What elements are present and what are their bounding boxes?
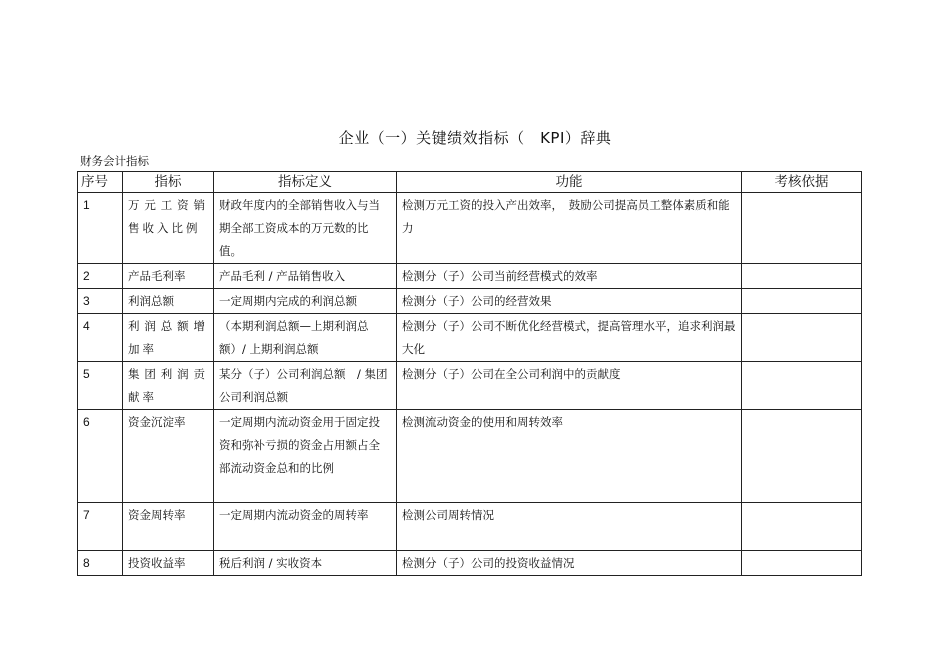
- cell-name: 利润总额增加率: [123, 314, 214, 362]
- cell-no: 1: [78, 193, 123, 264]
- table-row: [78, 193, 862, 264]
- cell-no: 8: [78, 551, 123, 576]
- cell-function: 检测分（子）公司在全公司利润中的贡献度: [397, 362, 742, 410]
- cell-name: 产品毛利率: [123, 264, 214, 289]
- kpi-table: [77, 171, 862, 576]
- cell-basis: [742, 503, 862, 551]
- cell-name: 资金周转率: [123, 503, 214, 551]
- cell-function: 检测分（子）公司的投资收益情况: [397, 551, 742, 576]
- cell-basis: [742, 362, 862, 410]
- cell-function: 检测公司周转情况: [397, 503, 742, 551]
- cell-name: 资金沉淀率: [123, 410, 214, 503]
- cell-basis: [742, 314, 862, 362]
- document-title: 企业（一）关键绩效指标（ KPI）辞典: [338, 129, 612, 147]
- section-label: 财务会计指标: [80, 154, 149, 168]
- cell-function: 检测分（子）公司的经营效果: [397, 289, 742, 314]
- cell-no: 7: [78, 503, 123, 551]
- table-row: [78, 289, 862, 314]
- cell-basis: [742, 410, 862, 503]
- cell-definition: 产品毛利 / 产品销售收入: [214, 264, 397, 289]
- header-name: 指标: [123, 172, 214, 193]
- header-definition: 指标定义: [214, 172, 397, 193]
- cell-name: 利润总额: [123, 289, 214, 314]
- header-function: 功能: [397, 172, 742, 193]
- cell-basis: [742, 193, 862, 264]
- cell-name: 万元工资销售收入比例: [123, 193, 214, 264]
- cell-function: 检测分（子）公司不断优化经营模式，提高管理水平，追求利润最大化: [397, 314, 742, 362]
- cell-definition: 某分（子）公司利润总额 / 集团公司利润总额: [214, 362, 397, 410]
- cell-function: 检测万元工资的投入产出效率， 鼓励公司提高员工整体素质和能力: [397, 193, 742, 264]
- cell-definition: 一定周期内流动资金的周转率: [214, 503, 397, 551]
- cell-name: 投资收益率: [123, 551, 214, 576]
- cell-basis: [742, 551, 862, 576]
- cell-basis: [742, 264, 862, 289]
- cell-no: 2: [78, 264, 123, 289]
- cell-basis: [742, 289, 862, 314]
- table-row: [78, 264, 862, 289]
- table-row: [78, 362, 862, 410]
- cell-definition: 一定周期内完成的利润总额: [214, 289, 397, 314]
- cell-no: 4: [78, 314, 123, 362]
- header-basis: 考核依据: [742, 172, 862, 193]
- cell-definition: 税后利润 / 实收资本: [214, 551, 397, 576]
- table-row: [78, 314, 862, 362]
- cell-no: 6: [78, 410, 123, 503]
- header-no: 序号: [78, 172, 123, 193]
- cell-name: 集团利润贡献率: [123, 362, 214, 410]
- cell-function: 检测分（子）公司当前经营模式的效率: [397, 264, 742, 289]
- table-row: [78, 410, 862, 503]
- table-row: [78, 551, 862, 576]
- cell-definition: 财政年度内的全部销售收入与当期全部工资成本的万元数的比值。: [214, 193, 397, 264]
- table-header-row: [78, 172, 862, 193]
- cell-definition: （本期利润总额—上期利润总额）/ 上期利润总额: [214, 314, 397, 362]
- cell-no: 5: [78, 362, 123, 410]
- cell-function: 检测流动资金的使用和周转效率: [397, 410, 742, 503]
- cell-no: 3: [78, 289, 123, 314]
- table-row: [78, 503, 862, 551]
- cell-definition: 一定周期内流动资金用于固定投资和弥补亏损的资金占用额占全部流动资金总和的比例: [214, 410, 397, 503]
